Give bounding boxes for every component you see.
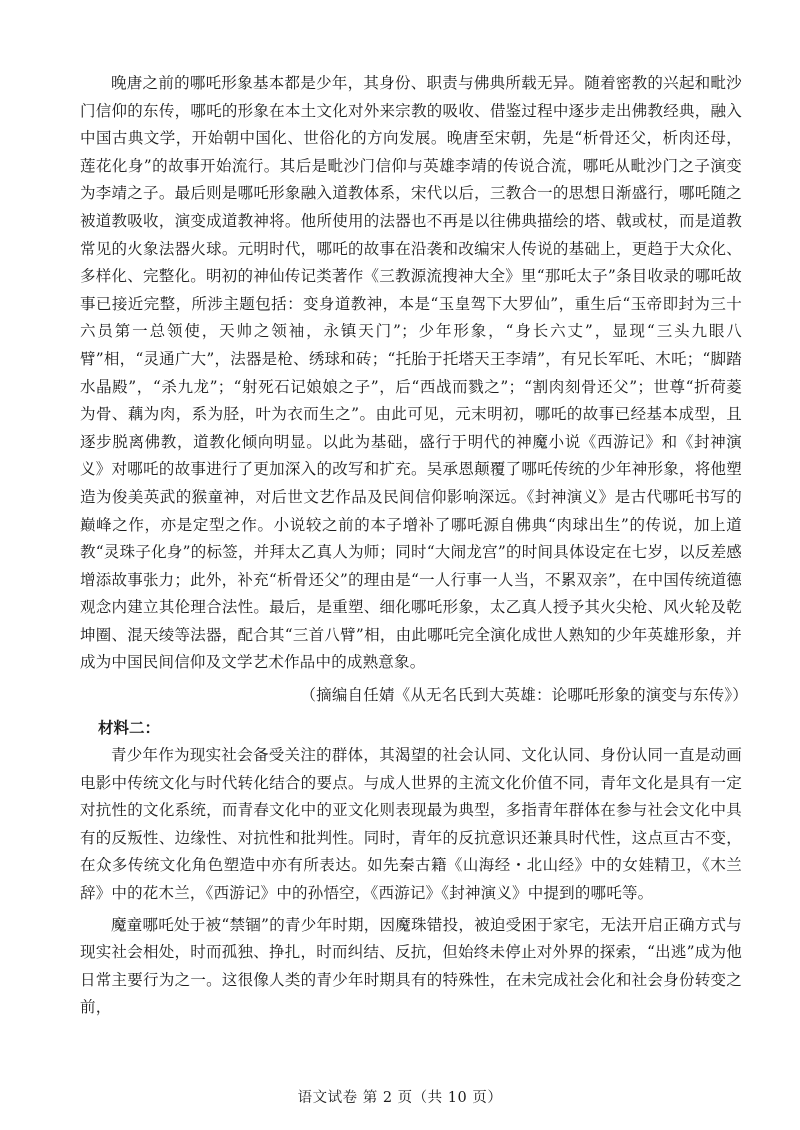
- paragraph-demon-child-nezha: 魔童哪吒处于被“禁锢”的青少年时期，因魔珠错投，被迫受困于家宅，无法开启正确方式与现实社会相处，时而孤独、挣扎，时而纠结、反抗，但始终未停止对外界的探索，“出逃”成为他日常主要行为之一。这很像人类的青少年时期具有的特殊性，在未完成社会化和社会身份转变之前，: [80, 915, 742, 1017]
- source-citation: （摘编自任婧《从无名氏到大英雄：论哪吒形象的演变与东传》）: [300, 686, 748, 705]
- material-two-heading: 材料二：: [98, 719, 161, 738]
- paragraph-youth-culture: 青少年作为现实社会备受关注的群体，其渴望的社会认同、文化认同、身份认同一直是动画电影中传统文化与时代转化结合的要点。与成人世界的主流文化价值不同，青年文化是具有一定对抗性的文化系统，而青春文化中的亚文化则表现最为典型，多指青年群体在参与社会文化中具有的反叛性、边缘性、对抗性和批判性。同时，青年的反抗意识还兼具时代性，这点亘古不变，在众多传统文化角色塑造中亦有所表达。如先秦古籍《山海经・北山经》中的女娃精卫，《木兰辞》中的花木兰，《西游记》中的孙悟空，《西游记》《封神演义》中提到的哪吒等。: [80, 746, 742, 903]
- paragraph-nezha-evolution: 晚唐之前的哪吒形象基本都是少年，其身份、职责与佛典所载无异。随着密教的兴起和毗沙门信仰的东传，哪吒的形象在本土文化对外来宗教的吸收、借鉴过程中逐步走出佛教经典，融入中国古典文学，开始朝中国化、世俗化的方向发展。晚唐至宋朝，先是“析骨还父，析肉还母，莲花化身”的故事开始流行。其后是毗沙门信仰与英雄李靖的传说合流，哪吒从毗沙门之子演变为李靖之子。最后则是哪吒形象融入道教体系，宋代以后，三教合一的思想日渐盛行，哪吒随之被道教吸收，演变成道教神将。他所使用的法器也不再是以往佛典描绘的塔、戟或杖，而是道教常见的火象法器火球。元明时代，哪吒的故事在沿袭和改编宋人传说的基础上，更趋于大众化、多样化、完整化。明初的神仙传记类著作《三教源流搜神大全》里“那吒太子”条目收录的哪吒故事已接近完整，所涉主题包括：变身道教神，本是“玉皇驾下大罗仙”，重生后“玉帝即封为三十六员第一总领使，天帅之领袖，永镇天门”；少年形象，“身长六丈”，显现“三头九眼八臂”相，“灵通广大”，法器是枪、绣球和砖；“托胎于托塔天王李靖”，有兄长军吒、木吒；“脚踏水晶殿”，“杀九龙”；“射死石记娘娘之子”，后“西战而戮之”；“割肉刻骨还父”；世尊“折荷菱为骨、藕为肉，系为胫，叶为衣而生之”。由此可见，元末明初，哪吒的故事已经基本成型，且逐步脱离佛教，道教化倾向明显。以此为基础，盛行于明代的神魔小说《西游记》和《封神演义》对哪吒的故事进行了更加深入的改写和扩充。吴承恩颠覆了哪吒传统的少年神形象，将他塑造为俊美英武的猴童神，对后世文艺作品及民间信仰影响深远。《封神演义》是古代哪吒书写的巅峰之作，亦是定型之作。小说较之前的本子增补了哪吒源自佛典“肉球出生”的传说，加上道教“灵珠子化身”的标签，并拜太乙真人为师；同时“大闹龙宫”的时间具体设定在七岁，以反差感增添故事张力；此外，补充“析骨还父”的理由是“一人行事一人当，不累双亲”，在中国传统道德观念内建立其伦理合法性。最后，是重塑、细化哪吒形象，太乙真人授予其火尖枪、风火轮及乾坤圈、混天绫等法器，配合其“三首八臂”相，由此哪吒完全演化成世人熟知的少年英雄形象，并成为中国民间信仰及文学艺术作品中的成熟意象。: [80, 74, 742, 672]
- page-footer: 语文试卷 第 2 页（共 10 页）: [297, 1090, 503, 1106]
- exam-page-body: [80, 70, 748, 1022]
